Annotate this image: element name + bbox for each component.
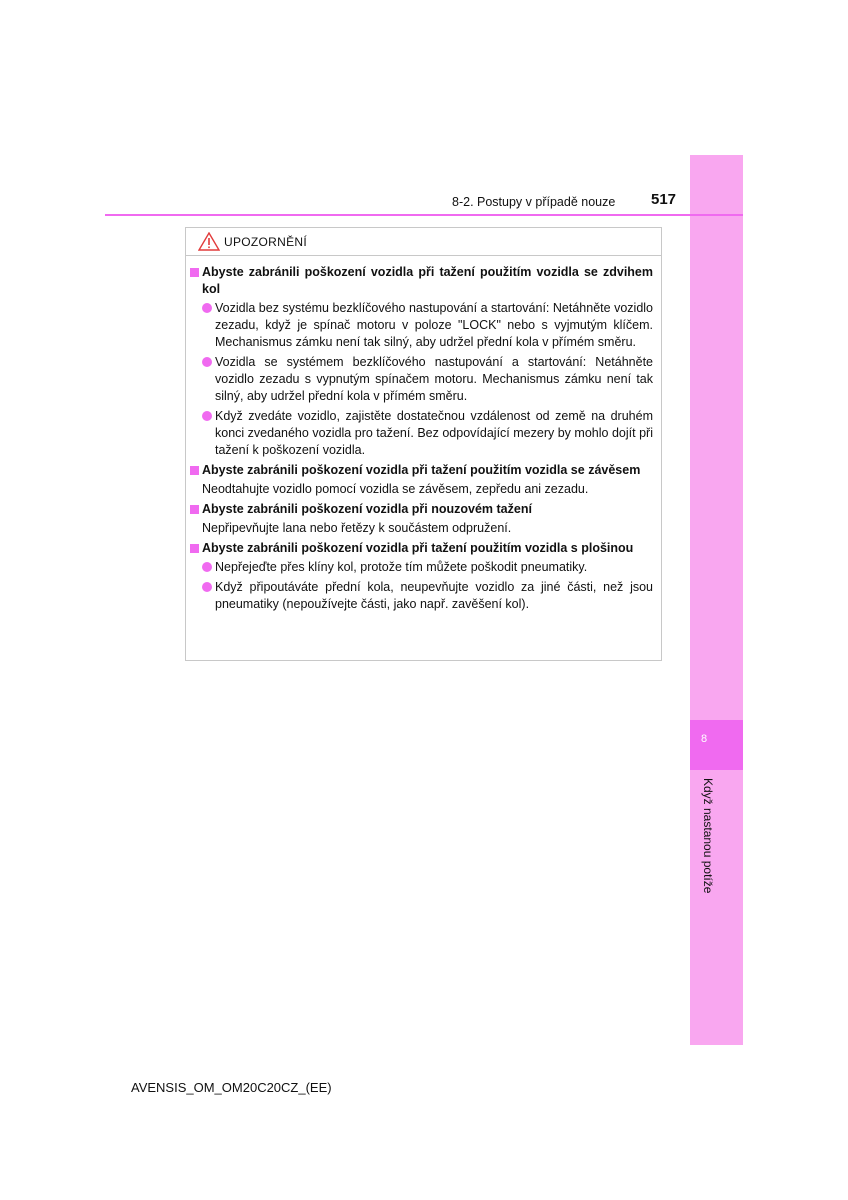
round-bullet-icon bbox=[202, 582, 212, 592]
list-item: Vozidla bez systému bezklíčového nastupování a startování: Netáhněte vozidlo zezadu, když je spínač motoru v poloze "LOCK" nebo s vyjmutým klíčem. Mechanismus zámku není tak silný, aby udržel přední kola v přímém směru. bbox=[202, 300, 653, 351]
section-heading: Abyste zabránili poškození vozidla při tažení použitím vozidla s plošinou bbox=[202, 541, 634, 555]
list-item: Když zvedáte vozidlo, zajistěte dostatečnou vzdálenost od země na druhém konci zvedaného vozidla pro tažení. Bez odpovídající mezery by mohlo dojít při tažení k poškození vozidla. bbox=[202, 408, 653, 459]
square-bullet-icon bbox=[190, 466, 199, 475]
square-bullet-icon bbox=[190, 544, 199, 553]
warning-section bbox=[190, 540, 653, 613]
section-heading: Abyste zabránili poškození vozidla při nouzovém tažení bbox=[202, 502, 532, 516]
warning-content bbox=[186, 256, 661, 613]
section-heading: Abyste zabránili poškození vozidla při tažení použitím vozidla se zdvihem kol bbox=[202, 265, 653, 296]
section-text: Nepřipevňujte lana nebo řetězy k součástem odpružení. bbox=[202, 521, 512, 535]
warning-section bbox=[190, 501, 653, 537]
chapter-number: 8 bbox=[700, 733, 708, 745]
warning-box bbox=[185, 227, 662, 661]
header-rule bbox=[105, 214, 743, 216]
square-bullet-icon bbox=[190, 505, 199, 514]
document-code: AVENSIS_OM_OM20C20CZ_(EE) bbox=[131, 1080, 332, 1095]
round-bullet-icon bbox=[202, 562, 212, 572]
warning-triangle-icon bbox=[198, 232, 220, 251]
chapter-number-box bbox=[690, 720, 743, 770]
list-item: Když připoutáváte přední kola, neupevňujte vozidlo za jiné části, než jsou pneumatiky (nepoužívejte části, jako např. zavěšení kol). bbox=[202, 579, 653, 613]
round-bullet-icon bbox=[202, 411, 212, 421]
square-bullet-icon bbox=[190, 268, 199, 277]
page-number: 517 bbox=[651, 191, 677, 208]
round-bullet-icon bbox=[202, 303, 212, 313]
section-title: 8-2. Postupy v případě nouze bbox=[452, 195, 616, 209]
section-text: Neodtahujte vozidlo pomocí vozidla se závěsem, zepředu ani zezadu. bbox=[202, 482, 589, 496]
warning-section bbox=[190, 462, 653, 498]
list-item: Vozidla se systémem bezklíčového nastupování a startování: Netáhněte vozidlo zezadu s vypnutým spínačem motoru. Mechanismus zámku není tak silný, aby udržel přední kola v přímém směru. bbox=[202, 354, 653, 405]
section-heading: Abyste zabránili poškození vozidla při tažení použitím vozidla se závěsem bbox=[202, 463, 641, 477]
chapter-title: Když nastanou potíže bbox=[701, 778, 715, 894]
warning-section bbox=[190, 264, 653, 459]
warning-title: UPOZORNĚNÍ bbox=[224, 234, 308, 249]
round-bullet-icon bbox=[202, 357, 212, 367]
list-item: Nepřejeďte přes klíny kol, protože tím můžete poškodit pneumatiky. bbox=[202, 559, 653, 576]
warning-header bbox=[186, 228, 661, 256]
